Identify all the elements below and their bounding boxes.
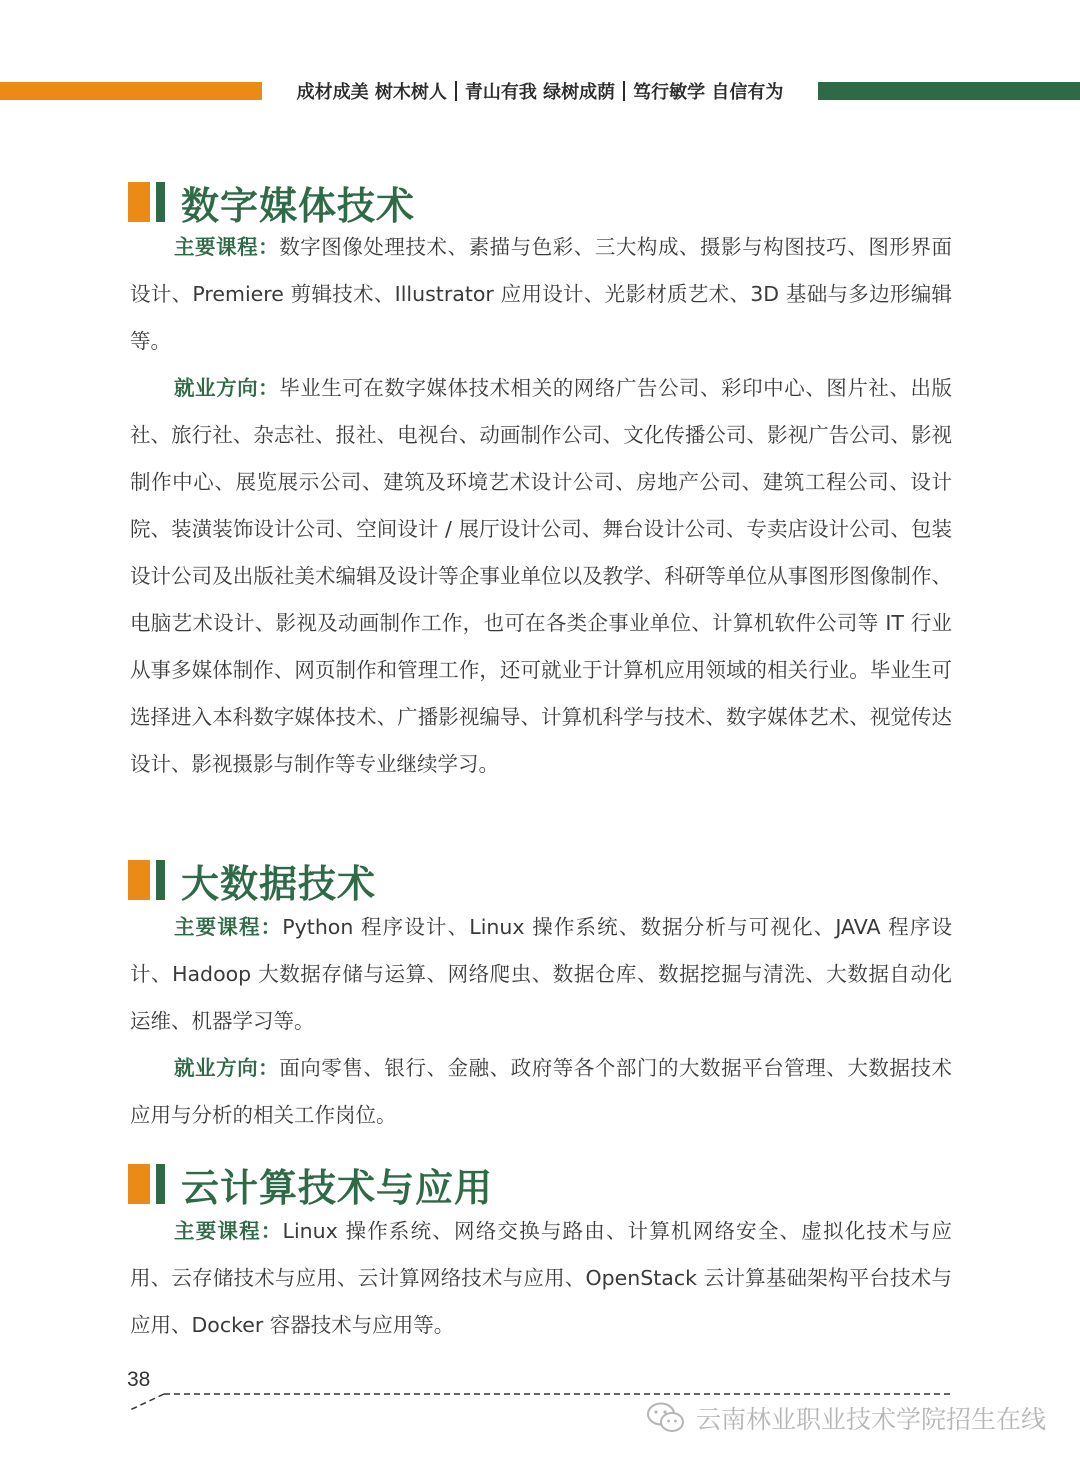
employment-label: 就业方向： [174, 376, 280, 400]
title-marker-green [156, 182, 165, 222]
title-marker-green [156, 860, 165, 900]
title-marker-green [156, 1164, 165, 1204]
section-heading: 数字媒体技术 [181, 183, 416, 228]
header-slogan [270, 76, 810, 106]
employment-text: 面向零售、银行、金融、政府等各个部门的大数据平台管理、大数据技术应用与分析的相关工作岗位。 [130, 1056, 953, 1127]
courses-label: 主要课程： [174, 1219, 283, 1243]
watermark [646, 1400, 1046, 1436]
slogan-1: 成材成美 树木树人 [296, 82, 447, 103]
title-marker-orange [128, 860, 150, 900]
page-number: 38 [127, 1368, 151, 1391]
courses-text: Python 程序设计、Linux 操作系统、数据分析与可视化、JAVA 程序设计、Hadoop 大数据存储与运算、网络爬虫、数据仓库、数据挖掘与清洗、大数据自动化运维、机器学习等。 [130, 915, 952, 1033]
slogan-2: 青山有我 绿树成荫 [464, 82, 616, 103]
section-heading: 云计算技术与应用 [181, 1165, 494, 1210]
section-heading: 大数据技术 [181, 861, 377, 906]
paragraph-courses [130, 1208, 952, 1349]
paragraph-courses [130, 904, 952, 1045]
section-title-cloud-computing [128, 1160, 493, 1208]
courses-label: 主要课程： [174, 915, 283, 939]
slogan-divider [623, 81, 625, 101]
watermark-text: 云南林业职业技术学院招生在线 [695, 1405, 1046, 1434]
courses-text: Linux 操作系统、网络交换与路由、计算机网络安全、虚拟化技术与应用、云存储技术与应用、云计算网络技术与应用、OpenStack 云计算基础架构平台技术与应用、Docker 容器技术与应用等。 [130, 1219, 953, 1337]
paragraph-employment [130, 1045, 952, 1139]
employment-text: 毕业生可在数字媒体技术相关的网络广告公司、彩印中心、图片社、出版社、旅行社、杂志社、报社、电视台、动画制作公司、文化传播公司、影视广告公司、影视制作中心、展览展示公司、建筑及环境艺术设计公司、房地产公司、建筑工程公司、设计院、装潢装饰设计公司、空间设计 / 展厅设计公司、舞台设计公司、专卖店设计公司、包装设计公司及出版社美术编辑及设计等企事业单位以及教学、科研等单位从事图形图像制作、电脑艺术设计、影视及动画制作工作，也可在各类企事业单位、计算机软件公司等 IT 行业从事多媒体制作、网页制作和管理工作，还可就业于计算机应用领域的相关行业。毕业生可选择进入本科数字媒体技术、广播影视编导、计算机科学与技术、数字媒体艺术、视觉传达设计、影视摄影与制作等专业继续学习。 [130, 376, 953, 776]
courses-label: 主要课程： [174, 235, 280, 259]
slogan-3: 笃行敏学 自信有为 [633, 82, 784, 103]
paragraph-employment [130, 365, 952, 788]
title-marker-orange [128, 182, 150, 222]
wechat-icon [646, 1401, 686, 1435]
employment-label: 就业方向： [174, 1056, 280, 1080]
section-title-digital-media [128, 178, 415, 226]
courses-text: 数字图像处理技术、素描与色彩、三大构成、摄影与构图技巧、图形界面设计、Premiere 剪辑技术、Illustrator 应用设计、光影材质艺术、3D 基础与多边形编辑等。 [130, 235, 953, 353]
header-green-band [818, 82, 1080, 100]
section-title-big-data [128, 856, 376, 904]
paragraph-courses [130, 224, 952, 365]
title-marker-orange [128, 1164, 150, 1204]
header-orange-band [0, 82, 262, 100]
slogan-divider [455, 81, 457, 101]
